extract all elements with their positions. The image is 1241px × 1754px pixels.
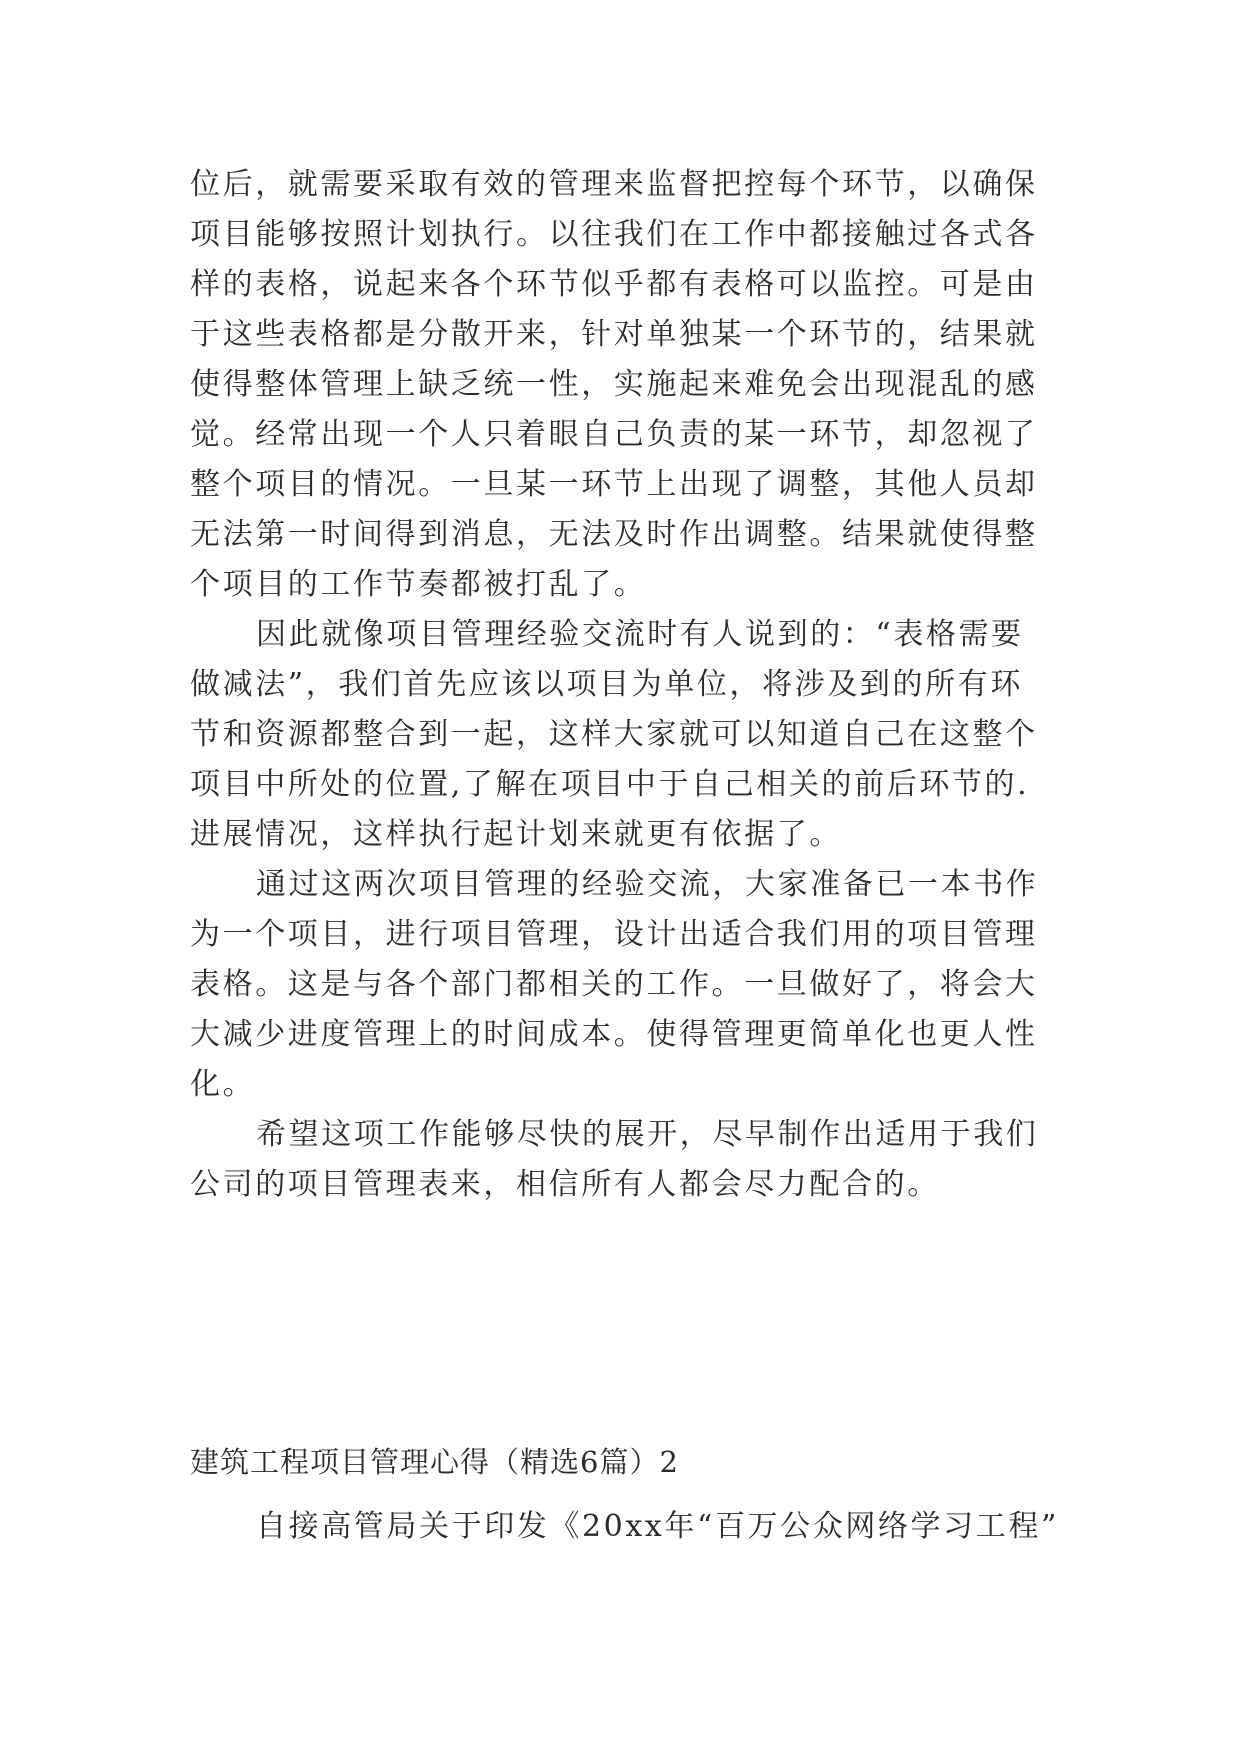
paragraph-first-line: 自接高管局关于印发《20xx年“百万公众网络学习工程” — [256, 1509, 1059, 1544]
paragraph-line: 整个项目的情况。一旦某一环节上出现了调整，其他人员却 — [190, 467, 1038, 502]
paragraph-line: 进展情况，这样执行起计划来就更有依据了。 — [190, 817, 842, 852]
paragraph-line: 于这些表格都是分散开来，针对单独某一个环节的，结果就 — [190, 317, 1038, 352]
paragraph-first-line: 希望这项工作能够尽快的展开，尽早制作出适用于我们 — [256, 1117, 1039, 1152]
paragraph-line: 做减法”，我们首先应该以项目为单位，将涉及到的所有环 — [190, 667, 1023, 702]
paragraph-line: 节和资源都整合到一起，这样大家就可以知道自己在这整个 — [190, 717, 1038, 752]
paragraph-line: 使得整体管理上缺乏统一性，实施起来难免会出现混乱的感 — [190, 367, 1038, 402]
section-body — [190, 1502, 1059, 1552]
paragraph-first-line: 通过这两次项目管理的经验交流，大家准备已一本书作 — [256, 867, 1039, 902]
paragraph-line: 项目能够按照计划执行。以往我们在工作中都接触过各式各 — [190, 217, 1038, 252]
paragraph-line: 化。 — [190, 1067, 256, 1102]
paragraph-line: 公司的项目管理表来，相信所有人都会尽力配合的。 — [190, 1167, 940, 1202]
paragraph-line: 无法第一时间得到消息，无法及时作出调整。结果就使得整 — [190, 517, 1038, 552]
paragraph-line: 样的表格，说起来各个环节似乎都有表格可以监控。可是由 — [190, 267, 1038, 302]
paragraph-line: 为一个项目，进行项目管理，设计出适合我们用的项目管理 — [190, 917, 1038, 952]
paragraph-first-line: 因此就像项目管理经验交流时有人说到的：“表格需要 — [256, 617, 1024, 652]
paragraph-line: 大减少进度管理上的时间成本。使得管理更简单化也更人性 — [190, 1017, 1038, 1052]
paragraph-line: 觉。经常出现一个人只着眼自己负责的某一环节，却忽视了 — [190, 417, 1038, 452]
section-heading: 建筑工程项目管理心得（精选6篇）2 — [190, 1445, 679, 1479]
paragraph-line: 表格。这是与各个部门都相关的工作。一旦做好了，将会大 — [190, 967, 1038, 1002]
paragraph-line: 个项目的工作节奏都被打乱了。 — [190, 567, 647, 602]
paragraph-line: 位后，就需要采取有效的管理来监督把控每个环节，以确保 — [190, 167, 1038, 202]
paragraph-line: 项目中所处的位置,了解在项目中于自己相关的前后环节的. — [190, 767, 1030, 802]
document-body — [190, 160, 1050, 1210]
